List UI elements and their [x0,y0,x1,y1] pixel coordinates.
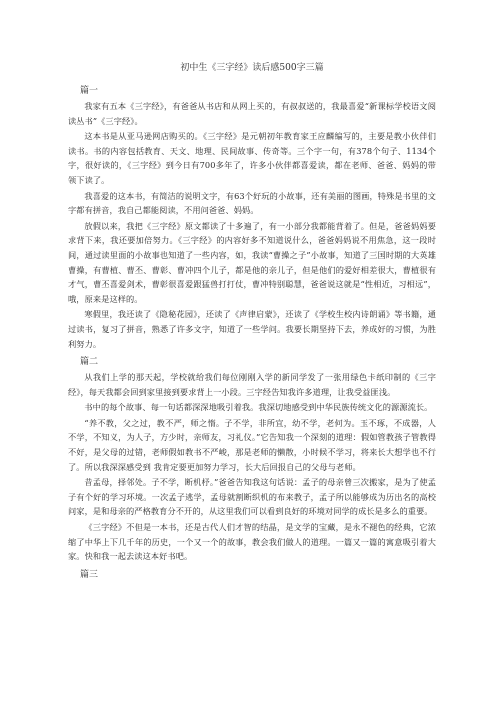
paragraph: 《三字经》不但是一本书，还是古代人们才智的结晶，是文学的宝藏，是永不褪色的经典，它浓缩了中华上下几千年的历史，一个又一个的故事，教会我们做人的道理。一篇又一篇的寓意吸引着大家。快和我一起去读这本好书吧。 [68,522,436,562]
paragraph: 从我们上学的那天起，学校就给我们每位刚刚入学的新同学发了一张用绿色卡纸印制的《三字经》，每天我都会回到家里接到要求背上一小段。三字经告知我许多道理，让我受益匪浅。 [68,372,436,397]
paragraph: 我家有五本《三字经》，有爸爸从书店和从网上买的，有叔叔送的，我最喜爱“新课标学校语文阅读丛书”《三字经》。 [68,101,436,126]
paragraph: 这本书是从亚马逊网店购买的。《三字经》是元朝初年教育家王应麟编写的，主要是教小伙伴们读书。书的内容包括教育、天文、地理、民间故事、传奇等。三个字一句，有378个句子、1134个字，很好读的，《三字经》到今日有700多年了，许多小伙伴都喜爱读，都在老师、爸爸、妈妈的带领下读了。 [68,131,436,185]
paragraph: 昔孟母，择邻处。子不学，断机杼。”爸爸告知我这句话说：孟子的母亲曾三次搬家，是为了使孟子有个好的学习环境。一次孟子逃学，孟母就割断织机的布来教子，孟子所以能够成为历出名的高校问家，是和母亲的严格教育分不开的，从这里我们可以看到良好的环境对同学的成长是多么的重要。 [68,477,436,517]
paragraph: 放假以来，我把《三字经》原文都读了十多遍了，有一小部分我都能背着了。但是，爸爸妈妈要求背下来，我还要加倍努力。《三字经》的内容好多不知道说什么，爸爸妈妈说不用焦急，这一段时间，通过读里面的小故事也知道了一些内容，如，我读“曹操之子”小故事，知道了三国时期的大英雄曹操，有曹植、曹丕、曹彰、曹冲四个儿子，都是他的亲儿子，但是他们的爱好相差很大，曹植很有才气，曹丕喜爱剑术，曹彰很喜爱跟猛兽打打仗，曹冲特别聪慧，爸爸说这就是“性相近，习相远”，哦，原来是这样的。 [68,220,436,304]
paragraph: 我喜爱的这本书，有简洁的说明文字，有63个好玩的小故事，还有美丽的图画，特殊是书里的文字都有拼音，我自己都能阅读，不用问爸爸、妈妈。 [68,190,436,216]
paragraph: 书中的每个故事、每一句话都深深地吸引着我。我深切地感受到中华民族传统文化的源源流长。 [84,402,433,413]
page-title: 初中生《三字经》读后感500字三篇 [180,63,324,73]
section-heading-2: 篇二 [80,357,99,368]
paragraph: 寒假里，我还读了《隐秘花园》，还读了《声律启蒙》，还读了《学校生校内诗朗诵》等书籍，通过读书，复习了拼音，熟悉了许多文字，知道了一些学问。我要长期坚持下去，养成好的习惯，为胜利努力。 [68,309,436,349]
section-heading-3: 篇三 [80,569,99,580]
section-heading-1: 篇一 [80,86,99,96]
paragraph: “养不教，父之过，教不严，师之惰。子不学，非所宜，幼不学，老何为。玉不琢，不成器，人不学，不知义，为人子，方少时，亲师友，习礼仪。”它告知我一个深刻的道理：假如管教孩子管教得不好，是父母的过错，老师假如教书不严峻，那是老师的懒散，小时候不学习，将来长大想学也不行了。所以我深深感受到 我肯定要更加努力学习，长大后回报自己的父母与老师。 [68,417,436,472]
